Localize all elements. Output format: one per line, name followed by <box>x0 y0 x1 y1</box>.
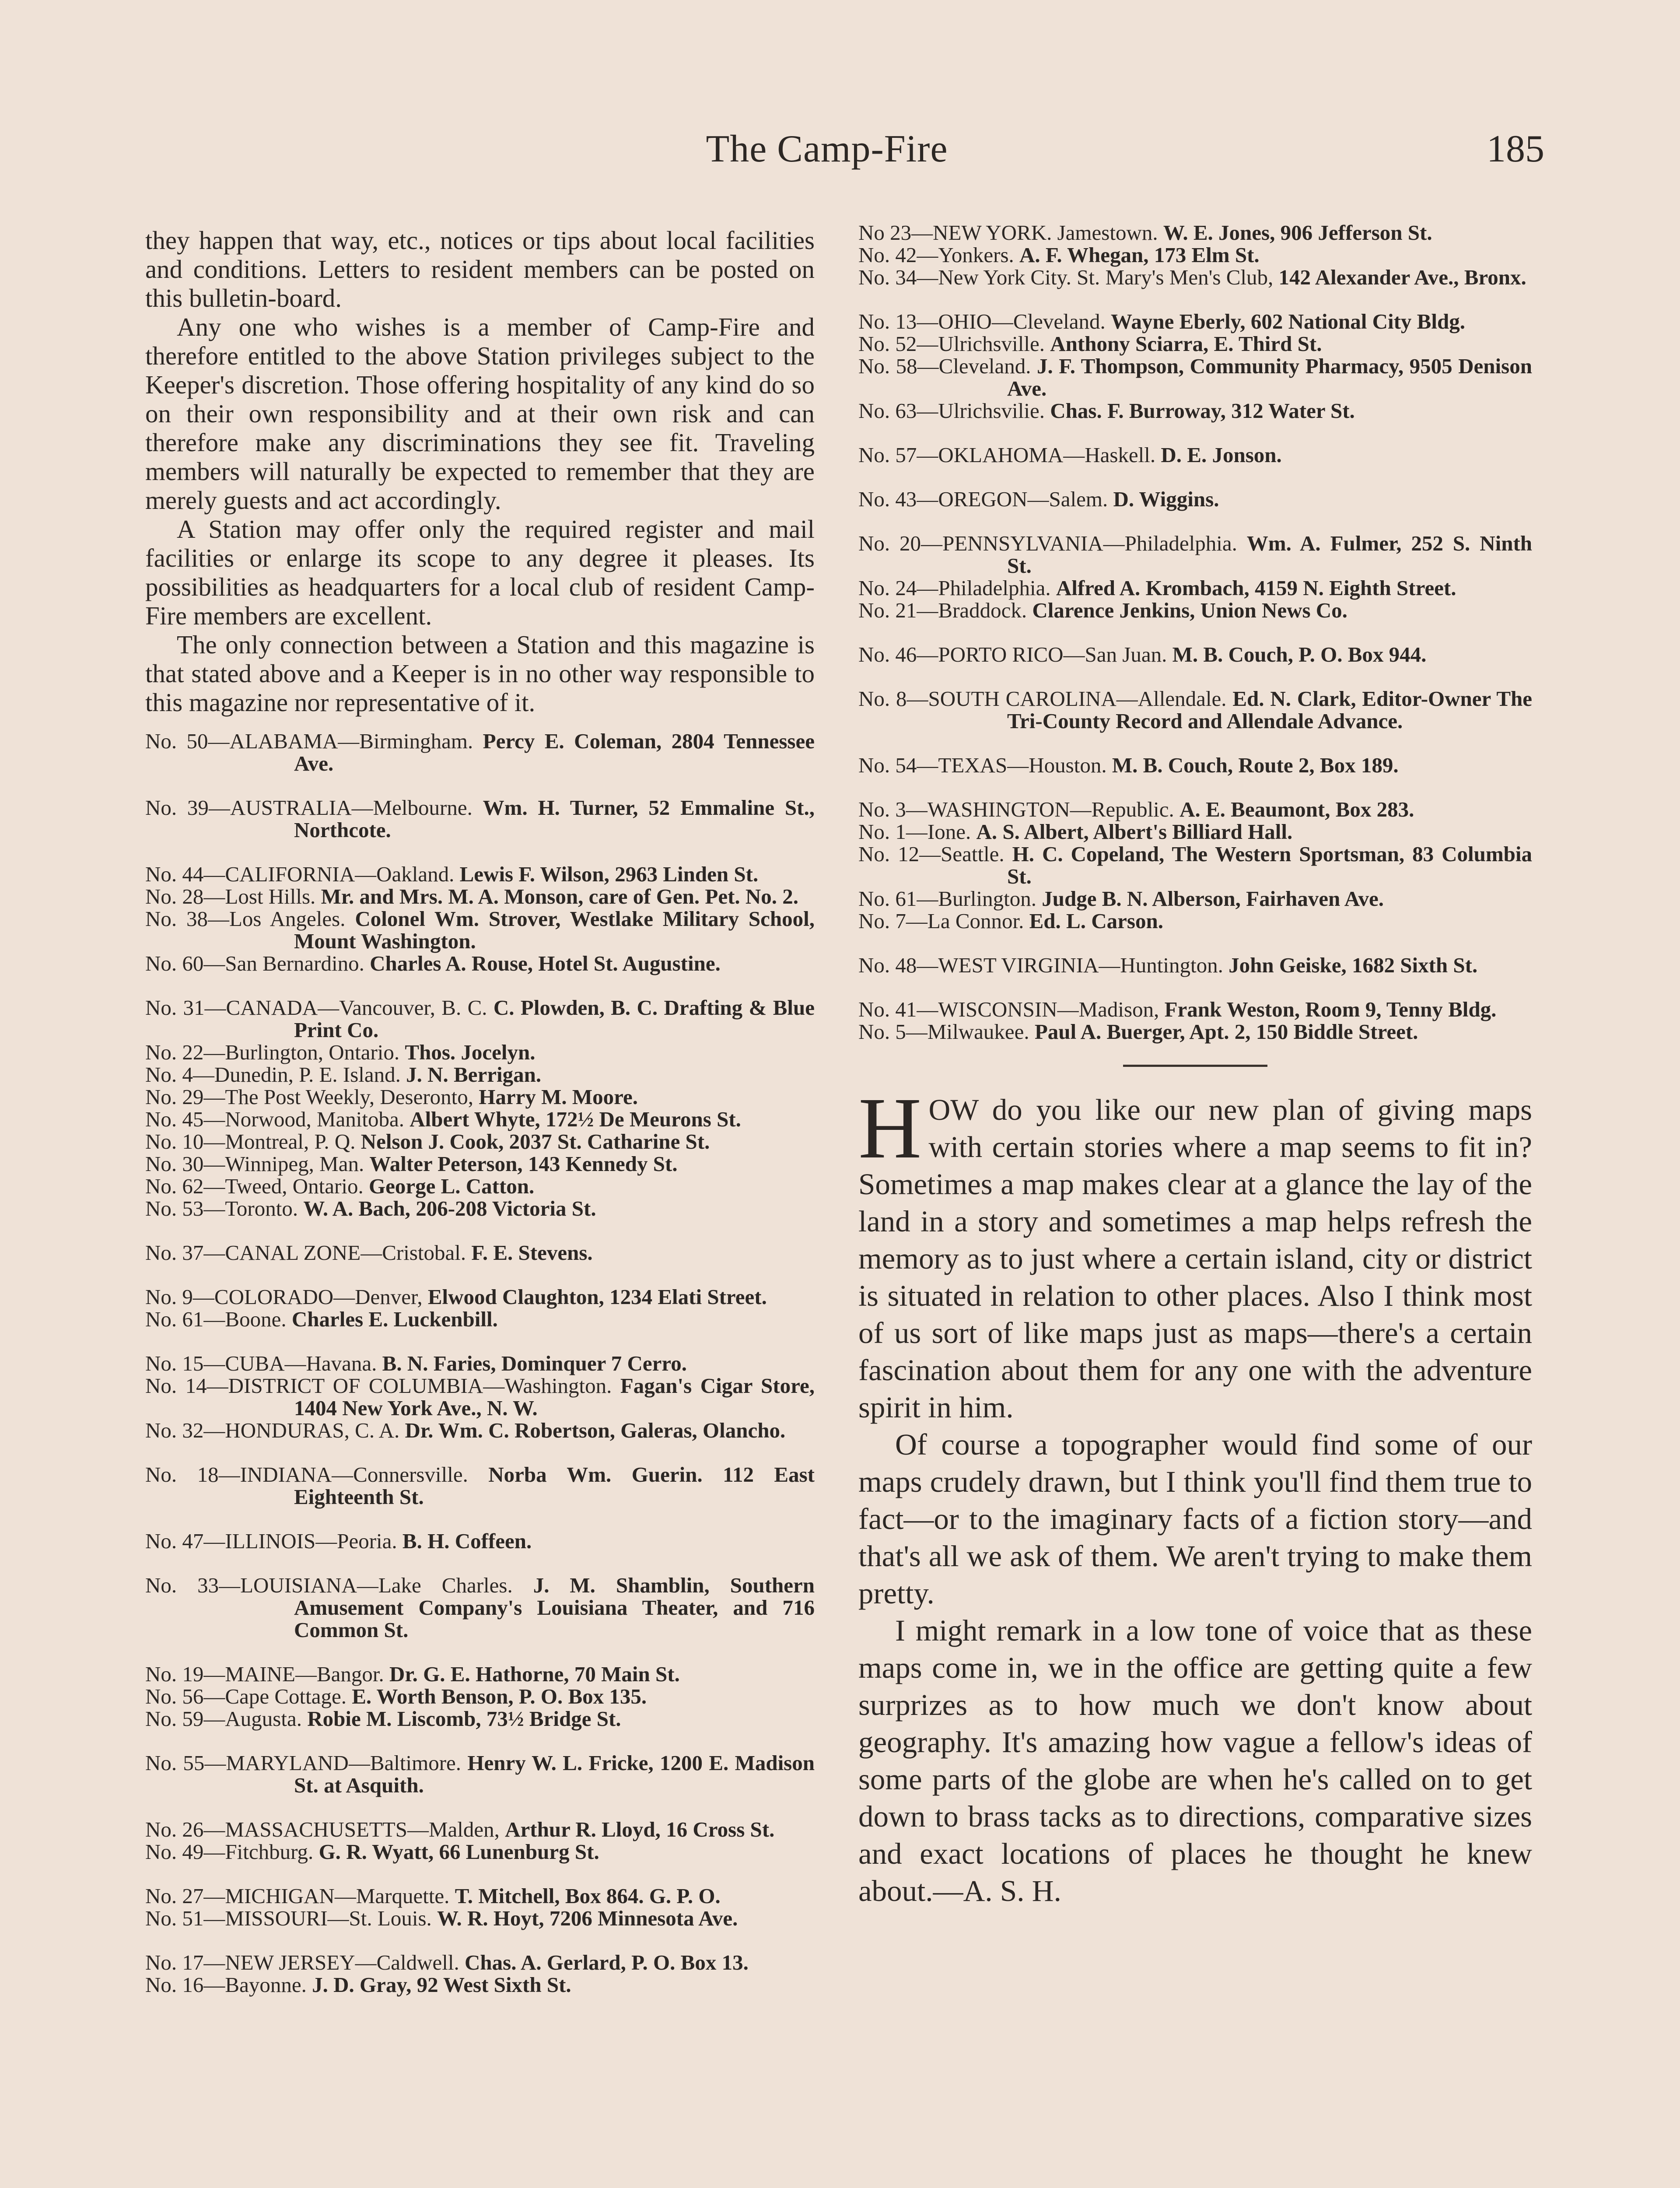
station-number: No. 29— <box>145 1085 225 1109</box>
station-entry <box>145 1752 815 1796</box>
station-number: No. 16— <box>145 1973 225 1997</box>
station-number: No. 63— <box>858 399 938 423</box>
station-number: No. 14— <box>145 1374 228 1398</box>
station-place: MAINE—Bangor. <box>225 1662 384 1686</box>
station-entry <box>145 1286 815 1308</box>
station-place: CANADA—Vancouver, B. C. <box>226 996 487 1020</box>
station-entry <box>145 1708 815 1730</box>
station-place: NEW YORK. Jamestown. <box>933 221 1158 245</box>
station-place: OKLAHOMA—Haskell. <box>938 443 1156 467</box>
station-place: Milwaukee. <box>927 1020 1029 1044</box>
station-place: Seattle. <box>941 842 1004 866</box>
station-number: No. 20— <box>858 531 943 555</box>
station-keeper: C. Plowden, B. C. Drafting & Blue Print Co. <box>294 996 815 1042</box>
station-keeper: B. N. Faries, Dominquer 7 Cerro. <box>382 1351 687 1375</box>
station-place: Winnipeg, Man. <box>225 1152 364 1176</box>
station-entry <box>145 1308 815 1330</box>
station-keeper: Thos. Jocelyn. <box>405 1040 536 1064</box>
station-keeper: Robie M. Liscomb, 73½ Bridge St. <box>307 1707 621 1731</box>
station-keeper: Chas. A. Gerlard, P. O. Box 13. <box>464 1950 749 1974</box>
station-entry <box>145 1175 815 1197</box>
station-keeper: Dr. G. E. Hathorne, 70 Main St. <box>389 1662 680 1686</box>
station-keeper: Paul A. Buerger, Apt. 2, 150 Biddle Street. <box>1034 1020 1418 1044</box>
station-entry <box>145 1086 815 1108</box>
station-place: SOUTH CAROLINA—Allendale. <box>928 687 1227 711</box>
station-place: MASSACHUSETTS—Malden, <box>225 1817 500 1841</box>
station-number: No. 61— <box>145 1307 225 1331</box>
editorial-essay <box>858 1080 1532 1910</box>
station-number: No. 30— <box>145 1152 225 1176</box>
station-number: No. 19— <box>145 1662 225 1686</box>
station-keeper: Albert Whyte, 172½ De Meurons St. <box>410 1107 741 1131</box>
station-entry <box>858 887 1532 910</box>
station-number: No. 47— <box>145 1529 225 1553</box>
intro-paragraph: they happen that way, etc., notices or tips about local facilities and conditions. Letters to resident members can be posted on this bulletin-board. <box>145 226 815 312</box>
station-number: No. 22— <box>145 1040 225 1064</box>
station-number: No. 52— <box>858 332 938 356</box>
station-number: No 23— <box>858 221 933 245</box>
station-number: No. 4— <box>145 1062 214 1087</box>
station-place: CANAL ZONE—Cristobal. <box>225 1241 466 1265</box>
station-place: Dunedin, P. E. Island. <box>214 1062 401 1087</box>
station-keeper: Wayne Eberly, 602 National City Bldg. <box>1111 309 1465 333</box>
station-place: New York City. St. Mary's Men's Club, <box>938 265 1274 289</box>
station-place: Philadelphia. <box>938 576 1051 600</box>
station-keeper: John Geiske, 1682 Sixth St. <box>1228 953 1478 977</box>
station-keeper: W. E. Jones, 906 Jefferson St. <box>1163 221 1432 245</box>
station-keeper: D. E. Jonson. <box>1161 443 1282 467</box>
station-number: No. 50— <box>145 729 230 753</box>
station-entry <box>858 910 1532 932</box>
station-keeper: Walter Peterson, 143 Kennedy St. <box>369 1152 678 1176</box>
station-entry <box>858 820 1532 843</box>
station-entry <box>145 863 815 885</box>
station-number: No. 8— <box>858 687 928 711</box>
station-place: Los Angeles. <box>229 907 346 931</box>
right-column <box>858 221 1532 1910</box>
station-number: No. 57— <box>858 443 938 467</box>
station-place: WISCONSIN—Madison, <box>938 997 1159 1021</box>
station-number: No. 61— <box>858 887 938 911</box>
station-keeper: 142 Alexander Ave., Bronx. <box>1278 265 1526 289</box>
station-keeper: Henry W. L. Fricke, 1200 E. Madison St. at Asquith. <box>294 1751 815 1797</box>
drop-cap: H <box>858 1080 922 1177</box>
station-entry <box>145 1885 815 1907</box>
station-keeper: A. E. Beaumont, Box 283. <box>1180 797 1414 821</box>
station-number: No. 34— <box>858 265 938 289</box>
station-entry <box>145 796 815 841</box>
station-place: MISSOURI—St. Louis. <box>225 1906 432 1930</box>
station-place: Bayonne. <box>225 1973 307 1997</box>
station-place: ALABAMA—Birmingham. <box>229 729 473 753</box>
essay-paragraph: Of course a topographer would find some of our maps crudely drawn, but I think you'll find them true to fact—or to the imaginary facts of a fiction story—and that's all we ask of them. We aren't trying to make them pretty. <box>858 1428 1532 1610</box>
station-entry <box>145 1063 815 1086</box>
station-keeper: G. R. Wyatt, 66 Lunenburg St. <box>318 1840 599 1864</box>
station-place: OREGON—Salem. <box>938 487 1108 511</box>
station-place: AUSTRALIA—Melbourne. <box>230 796 472 820</box>
station-entry <box>145 1352 815 1375</box>
station-place: Fitchburg. <box>225 1840 314 1864</box>
station-entry <box>145 908 815 952</box>
station-entry <box>145 1974 815 1996</box>
station-number: No. 48— <box>858 953 938 977</box>
station-number: No. 24— <box>858 576 938 600</box>
station-keeper: A. F. Whegan, 173 Elm St. <box>1019 243 1260 267</box>
station-entry <box>145 1463 815 1508</box>
station-keeper: T. Mitchell, Box 864. G. P. O. <box>455 1884 721 1908</box>
station-entry <box>145 1907 815 1929</box>
station-entry <box>145 1197 815 1220</box>
station-entry <box>145 1041 815 1063</box>
station-number: No. 59— <box>145 1707 225 1731</box>
station-place: Toronto. <box>225 1196 298 1220</box>
station-place: WEST VIRGINIA—Huntington. <box>938 953 1223 977</box>
station-entry <box>145 1241 815 1264</box>
station-place: DISTRICT OF COLUMBIA—Washington. <box>228 1374 612 1398</box>
station-entry <box>145 1130 815 1153</box>
station-number: No. 54— <box>858 753 938 777</box>
station-number: No. 15— <box>145 1351 225 1375</box>
station-place: Ione. <box>927 820 971 844</box>
station-number: No. 27— <box>145 1884 225 1908</box>
station-place: Tweed, Ontario. <box>225 1174 364 1198</box>
essay-text: OW do you like our new plan of giving maps with certain stories where a map seems to fit in? Sometimes a map makes clear at a glance the lay of the land in a story and sometimes a map helps refresh the memory as to just where a certain island, city or district is situated in relation to other places. Also I think most of us sort of like maps just as maps—there's a certain fascination about them for any one with the adventure spirit in him. <box>858 1093 1532 1424</box>
station-entry <box>145 1108 815 1130</box>
station-keeper: George L. Catton. <box>368 1174 535 1198</box>
station-entry <box>145 1663 815 1685</box>
station-keeper: J. D. Gray, 92 West Sixth St. <box>312 1973 571 1997</box>
station-entry <box>145 952 815 975</box>
station-keeper: Lewis F. Wilson, 2963 Linden St. <box>459 862 759 886</box>
essay-paragraph <box>858 1080 1532 1426</box>
station-keeper: Ed. L. Carson. <box>1029 909 1163 933</box>
station-keeper: F. E. Stevens. <box>471 1241 593 1265</box>
station-entry <box>858 221 1532 244</box>
station-entry <box>858 577 1532 599</box>
station-keeper: Clarence Jenkins, Union News Co. <box>1032 598 1348 622</box>
station-number: No. 42— <box>858 243 938 267</box>
station-keeper: Charles E. Luckenbill. <box>291 1307 498 1331</box>
station-entry <box>858 754 1532 776</box>
station-number: No. 7— <box>858 909 928 933</box>
station-entry <box>858 599 1532 621</box>
station-place: MICHIGAN—Marquette. <box>225 1884 450 1908</box>
station-number: No. 38— <box>145 907 229 931</box>
station-place: Cape Cottage. <box>225 1684 346 1708</box>
station-entry <box>858 488 1532 510</box>
station-number: No. 46— <box>858 642 938 666</box>
station-place: LOUISIANA—Lake Charles. <box>240 1573 513 1597</box>
station-entry <box>145 1375 815 1419</box>
station-number: No. 18— <box>145 1462 240 1487</box>
station-entry <box>145 1951 815 1974</box>
station-keeper: Elwood Claughton, 1234 Elati Street. <box>427 1285 767 1309</box>
station-number: No. 28— <box>145 884 225 908</box>
station-place: OHIO—Cleveland. <box>938 309 1106 333</box>
station-list-left <box>145 730 815 1996</box>
station-keeper: Alfred A. Krombach, 4159 N. Eighth Street. <box>1056 576 1456 600</box>
station-keeper: H. C. Copeland, The Western Sportsman, 83 Columbia St. <box>1007 842 1532 888</box>
page-number: 185 <box>1487 128 1544 170</box>
station-number: No. 41— <box>858 997 938 1021</box>
station-entry <box>858 687 1532 732</box>
station-keeper: J. M. Shamblin, Southern Amusement Company's Louisiana Theater, and 716 Common St. <box>294 1573 815 1642</box>
station-entry <box>858 266 1532 288</box>
station-entry <box>858 355 1532 400</box>
station-place: HONDURAS, C. A. <box>225 1418 400 1442</box>
station-number: No. 55— <box>145 1751 226 1775</box>
section-divider <box>1123 1065 1267 1067</box>
station-number: No. 12— <box>858 842 941 866</box>
station-number: No. 60— <box>145 951 225 975</box>
station-keeper: W. R. Hoyt, 7206 Minnesota Ave. <box>437 1906 738 1930</box>
station-number: No. 58— <box>858 354 939 378</box>
station-entry <box>858 532 1532 577</box>
station-place: San Bernardino. <box>225 951 364 975</box>
station-place: Ulrichsvilie. <box>938 399 1045 423</box>
station-keeper: J. N. Berrigan. <box>406 1062 542 1087</box>
station-place: PORTO RICO—San Juan. <box>938 642 1167 666</box>
station-number: No. 3— <box>858 797 928 821</box>
station-number: No. 49— <box>145 1840 225 1864</box>
station-entry <box>858 310 1532 333</box>
station-place: Yonkers. <box>938 243 1014 267</box>
station-number: No. 9— <box>145 1285 214 1309</box>
station-place: CALIFORNIA—Oakland. <box>225 862 455 886</box>
station-keeper: Mr. and Mrs. M. A. Monson, care of Gen. Pet. No. 2. <box>321 884 799 908</box>
station-keeper: B. H. Coffeen. <box>402 1529 532 1553</box>
station-keeper: W. A. Bach, 206-208 Victoria St. <box>303 1196 596 1220</box>
station-number: No. 32— <box>145 1418 225 1442</box>
running-title: The Camp-Fire <box>706 128 948 170</box>
station-place: COLORADO—Denver, <box>214 1285 423 1309</box>
station-keeper: Wm. A. Fulmer, 252 S. Ninth St. <box>1007 531 1533 578</box>
station-keeper: Chas. F. Burroway, 312 Water St. <box>1050 399 1355 423</box>
left-column <box>145 226 815 2018</box>
station-number: No. 31— <box>145 996 226 1020</box>
station-keeper: Nelson J. Cook, 2037 St. Catharine St. <box>360 1129 710 1154</box>
station-place: Burlington. <box>938 887 1036 911</box>
station-keeper: Fagan's Cigar Store, 1404 New York Ave., N. W. <box>294 1374 815 1420</box>
station-entry <box>858 998 1532 1020</box>
station-entry <box>145 1818 815 1841</box>
station-keeper: M. B. Couch, Route 2, Box 189. <box>1112 753 1399 777</box>
station-place: Augusta. <box>225 1707 302 1731</box>
intro-paragraph: A Station may offer only the required register and mail facilities or enlarge its scope to any degree it pleases. Its possibilities as headquarters for a local club of resident Camp-Fire members are excellent. <box>145 515 815 630</box>
station-number: No. 53— <box>145 1196 225 1220</box>
station-number: No. 1— <box>858 820 928 844</box>
station-keeper: Anthony Sciarra, E. Third St. <box>1050 332 1322 356</box>
station-keeper: Dr. Wm. C. Robertson, Galeras, Olancho. <box>405 1418 786 1442</box>
intro-paragraph: Any one who wishes is a member of Camp-Fire and therefore entitled to the above Station privileges subject to the Keeper's discretion. Those offering hospitality of any kind do so on their own responsibility and at their own risk and can therefore make any discriminations they see fit. Traveling members will naturally be expected to remember that they are merely guests and act accordingly. <box>145 312 815 515</box>
station-keeper: Judge B. N. Alberson, Fairhaven Ave. <box>1042 887 1384 911</box>
station-number: No. 56— <box>145 1684 225 1708</box>
station-keeper: M. B. Couch, P. O. Box 944. <box>1172 642 1427 666</box>
station-keeper: J. F. Thompson, Community Pharmacy, 9505 Denison Ave. <box>1007 354 1532 400</box>
station-keeper: Harry M. Moore. <box>479 1085 638 1109</box>
station-entry <box>145 1574 815 1641</box>
station-keeper: Colonel Wm. Strover, Westlake Military School, Mount Washington. <box>294 907 815 953</box>
station-place: Lost Hills. <box>225 884 316 908</box>
station-place: WASHINGTON—Republic. <box>927 797 1174 821</box>
station-number: No. 39— <box>145 796 230 820</box>
station-number: No. 21— <box>858 598 938 622</box>
station-entry <box>145 1685 815 1708</box>
station-place: INDIANA—Connersville. <box>240 1462 468 1487</box>
station-keeper: Ed. N. Clark, Editor-Owner The Tri-County Record and Allendale Advance. <box>1007 687 1533 733</box>
station-number: No. 62— <box>145 1174 225 1198</box>
station-place: Montreal, P. Q. <box>225 1129 356 1154</box>
station-entry <box>858 333 1532 355</box>
station-place: Norwood, Manitoba. <box>225 1107 405 1131</box>
station-keeper: Percy E. Coleman, 2804 Tennessee Ave. <box>294 729 815 775</box>
station-place: Braddock. <box>938 598 1027 622</box>
station-entry <box>145 730 815 775</box>
station-place: The Post Weekly, Deseronto, <box>225 1085 474 1109</box>
station-place: Ulrichsville. <box>938 332 1045 356</box>
station-place: ILLINOIS—Peoria. <box>225 1529 397 1553</box>
station-number: No. 45— <box>145 1107 225 1131</box>
station-entry <box>858 244 1532 266</box>
station-entry <box>145 1841 815 1863</box>
station-entry <box>858 1020 1532 1043</box>
station-number: No. 5— <box>858 1020 928 1044</box>
station-entry <box>858 843 1532 887</box>
station-place: CUBA—Havana. <box>225 1351 377 1375</box>
station-entry <box>145 1530 815 1552</box>
station-entry <box>858 400 1532 422</box>
station-entry <box>858 954 1532 976</box>
station-keeper: Norba Wm. Guerin. 112 East Eighteenth St. <box>294 1462 815 1509</box>
station-place: Boone. <box>225 1307 287 1331</box>
station-number: No. 26— <box>145 1817 225 1841</box>
station-keeper: D. Wiggins. <box>1113 487 1219 511</box>
station-place: MARYLAND—Baltimore. <box>226 1751 462 1775</box>
station-entry <box>145 1153 815 1175</box>
station-number: No. 13— <box>858 309 938 333</box>
station-keeper: Charles A. Rouse, Hotel St. Augustine. <box>370 951 721 975</box>
station-keeper: A. S. Albert, Albert's Billiard Hall. <box>976 820 1293 844</box>
station-keeper: Arthur R. Lloyd, 16 Cross St. <box>505 1817 775 1841</box>
station-number: No. 17— <box>145 1950 225 1974</box>
intro-paragraph: The only connection between a Station and this magazine is that stated above and a Keeper is in no other way responsible to this magazine nor representative of it. <box>145 630 815 717</box>
station-entry <box>858 643 1532 666</box>
station-keeper: E. Worth Benson, P. O. Box 135. <box>352 1684 647 1708</box>
station-place: NEW JERSEY—Caldwell. <box>225 1950 459 1974</box>
station-keeper: Wm. H. Turner, 52 Emmaline St., Northcote. <box>294 796 815 842</box>
station-number: No. 44— <box>145 862 225 886</box>
station-entry <box>858 798 1532 820</box>
station-keeper: Frank Weston, Room 9, Tenny Bldg. <box>1164 997 1497 1021</box>
station-number: No. 51— <box>145 1906 225 1930</box>
station-list-right <box>858 221 1532 1043</box>
station-place: Burlington, Ontario. <box>225 1040 400 1064</box>
station-entry <box>858 444 1532 466</box>
station-entry <box>145 1419 815 1441</box>
station-place: La Connor. <box>927 909 1024 933</box>
station-entry <box>145 996 815 1041</box>
station-number: No. 37— <box>145 1241 225 1265</box>
station-place: PENNSYLVANIA—Philadelphia. <box>942 531 1237 555</box>
essay-paragraph: I might remark in a low tone of voice that as these maps come in, we in the office are getting quite a few surprizes as to how much we don't know about geography. It's amazing how vague a fellow's ideas of some parts of the globe are when he's called on to get down to brass tacks as to directions, comparative sizes and exact locations of places he thought he knew about.—A. S. H. <box>858 1614 1532 1907</box>
station-number: No. 33— <box>145 1573 241 1597</box>
station-place: Cleveland. <box>938 354 1031 378</box>
station-place: TEXAS—Houston. <box>938 753 1107 777</box>
station-number: No. 10— <box>145 1129 225 1154</box>
station-entry <box>145 885 815 908</box>
station-number: No. 43— <box>858 487 938 511</box>
